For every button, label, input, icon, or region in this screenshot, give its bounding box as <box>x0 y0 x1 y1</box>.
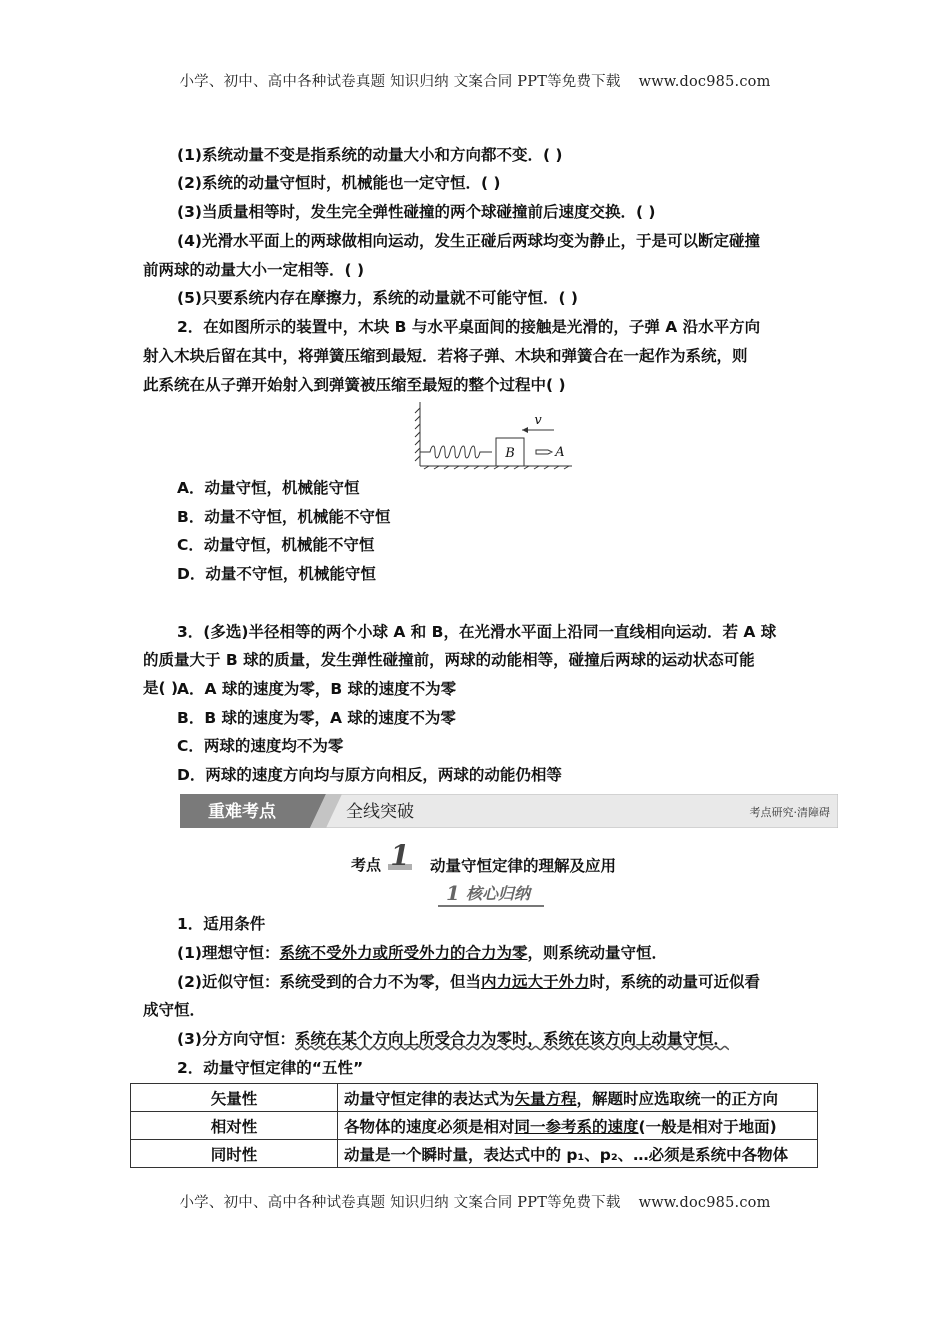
svg-text:考点研究·清障碍: 考点研究·清障碍 <box>749 806 830 819</box>
page-footer <box>0 1191 950 1212</box>
table-key: 矢量性 <box>131 1084 338 1112</box>
table-value: 动量守恒定律的表达式为矢量方程，解题时应选取统一的正方向 <box>338 1084 818 1112</box>
table-key: 同时性 <box>131 1140 338 1168</box>
spring-icon <box>420 446 492 458</box>
q2-stem-line-2: 射入木块后留在其中，将弹簧压缩到最短．若将子弹、木块和弹簧合在一起作为系统，则 <box>143 347 748 365</box>
q2-option-a: A．动量守恒，机械能守恒 <box>177 479 360 497</box>
q3-stem-line-2: 的质量大于 B 球的质量，发生弹性碰撞前，两球的动能相等，碰撞后两球的运动状态可能 <box>143 651 755 669</box>
svg-text:全线突破: 全线突破 <box>346 802 414 822</box>
q3-option-d: D．两球的速度方向均与原方向相反，两球的动能仍相等 <box>177 766 562 784</box>
table-row <box>131 1084 818 1112</box>
q3-option-a: A．A 球的速度为零，B 球的速度不为零 <box>177 680 457 698</box>
q2-option-b: B．动量不守恒，机械能不守恒 <box>177 508 391 526</box>
header-text: 小学、初中、高中各种试卷真题 知识归纳 文案合同 PPT等免费下载 <box>179 74 621 90</box>
kaodian-number-badge <box>386 838 414 872</box>
footer-url[interactable]: www.doc985.com <box>638 1195 771 1211</box>
sec1-item-2-cont: 成守恒． <box>143 1001 206 1019</box>
section-banner <box>180 794 838 828</box>
svg-text:1: 1 <box>390 839 410 872</box>
q3-stem-line-3: 是( ) <box>143 679 179 697</box>
svg-text:核心归纳: 核心归纳 <box>466 884 531 903</box>
svg-text:v: v <box>534 413 542 428</box>
table-key: 相对性 <box>131 1112 338 1140</box>
table-value: 动量是一个瞬时量，表达式中的 p₁、p₂、…必须是系统中各物体 <box>338 1140 818 1168</box>
q1-item-2: (2)系统的动量守恒时，机械能也一定守恒．( ) <box>177 174 501 192</box>
q2-option-d: D．动量不守恒，机械能守恒 <box>177 565 376 583</box>
q1-item-3: (3)当质量相等时，发生完全弹性碰撞的两个球碰撞前后速度交换．( ) <box>177 203 656 221</box>
core-summary-label <box>438 878 544 908</box>
page-header <box>0 70 950 91</box>
kaodian-title: 动量守恒定律的理解及应用 <box>430 857 617 875</box>
q3-stem-line-1: 3．(多选)半径相等的两个小球 A 和 B，在光滑水平面上沿同一直线相向运动．若 A 球 <box>177 623 777 641</box>
svg-text:A: A <box>555 445 565 460</box>
sec2-title: 2．动量守恒定律的“五性” <box>177 1059 364 1077</box>
svg-text:B: B <box>505 446 515 461</box>
sec1-item-2: (2)近似守恒：系统受到的合力不为零，但当内力远大于外力时，系统的动量可近似看 <box>177 973 760 991</box>
bullet-a-icon <box>536 450 552 454</box>
q1-item-5: (5)只要系统内存在摩擦力，系统的动量就不可能守恒．( ) <box>177 289 579 307</box>
q2-stem-line-1: 2．在如图所示的装置中，木块 B 与水平桌面间的接触是光滑的，子弹 A 沿水平方向 <box>177 318 761 336</box>
svg-text:重难考点: 重难考点 <box>208 802 276 822</box>
spring-block-figure <box>414 400 574 472</box>
five-properties-table <box>130 1083 818 1168</box>
q3-option-c: C．两球的速度均不为零 <box>177 737 344 755</box>
header-url[interactable]: www.doc985.com <box>638 74 771 90</box>
q1-item-4: (4)光滑水平面上的两球做相向运动，发生正碰后两球均变为静止，于是可以断定碰撞 <box>177 232 760 250</box>
kaodian-label: 考点 <box>351 856 382 874</box>
sec1-item-1: (1)理想守恒：系统不受外力或所受外力的合力为零，则系统动量守恒． <box>177 944 667 962</box>
q2-option-c: C．动量守恒，机械能不守恒 <box>177 536 375 554</box>
q3-option-b: B．B 球的速度为零，A 球的速度不为零 <box>177 709 456 727</box>
footer-text: 小学、初中、高中各种试卷真题 知识归纳 文案合同 PPT等免费下载 <box>179 1195 621 1211</box>
table-value: 各物体的速度必须是相对同一参考系的速度(一般是相对于地面) <box>338 1112 818 1140</box>
q1-item-4-cont: 前两球的动量大小一定相等．( ) <box>143 261 365 279</box>
table-row <box>131 1140 818 1168</box>
sec1-item-3: (3)分方向守恒：系统在某个方向上所受合力为零时，系统在该方向上动量守恒． <box>177 1030 729 1048</box>
svg-text:1: 1 <box>446 881 460 905</box>
table-row <box>131 1112 818 1140</box>
sec1-title: 1．适用条件 <box>177 915 266 933</box>
q1-item-1: (1)系统动量不变是指系统的动量大小和方向都不变．( ) <box>177 146 563 164</box>
q2-stem-line-3: 此系统在从子弹开始射入到弹簧被压缩至最短的整个过程中( ) <box>143 376 566 394</box>
